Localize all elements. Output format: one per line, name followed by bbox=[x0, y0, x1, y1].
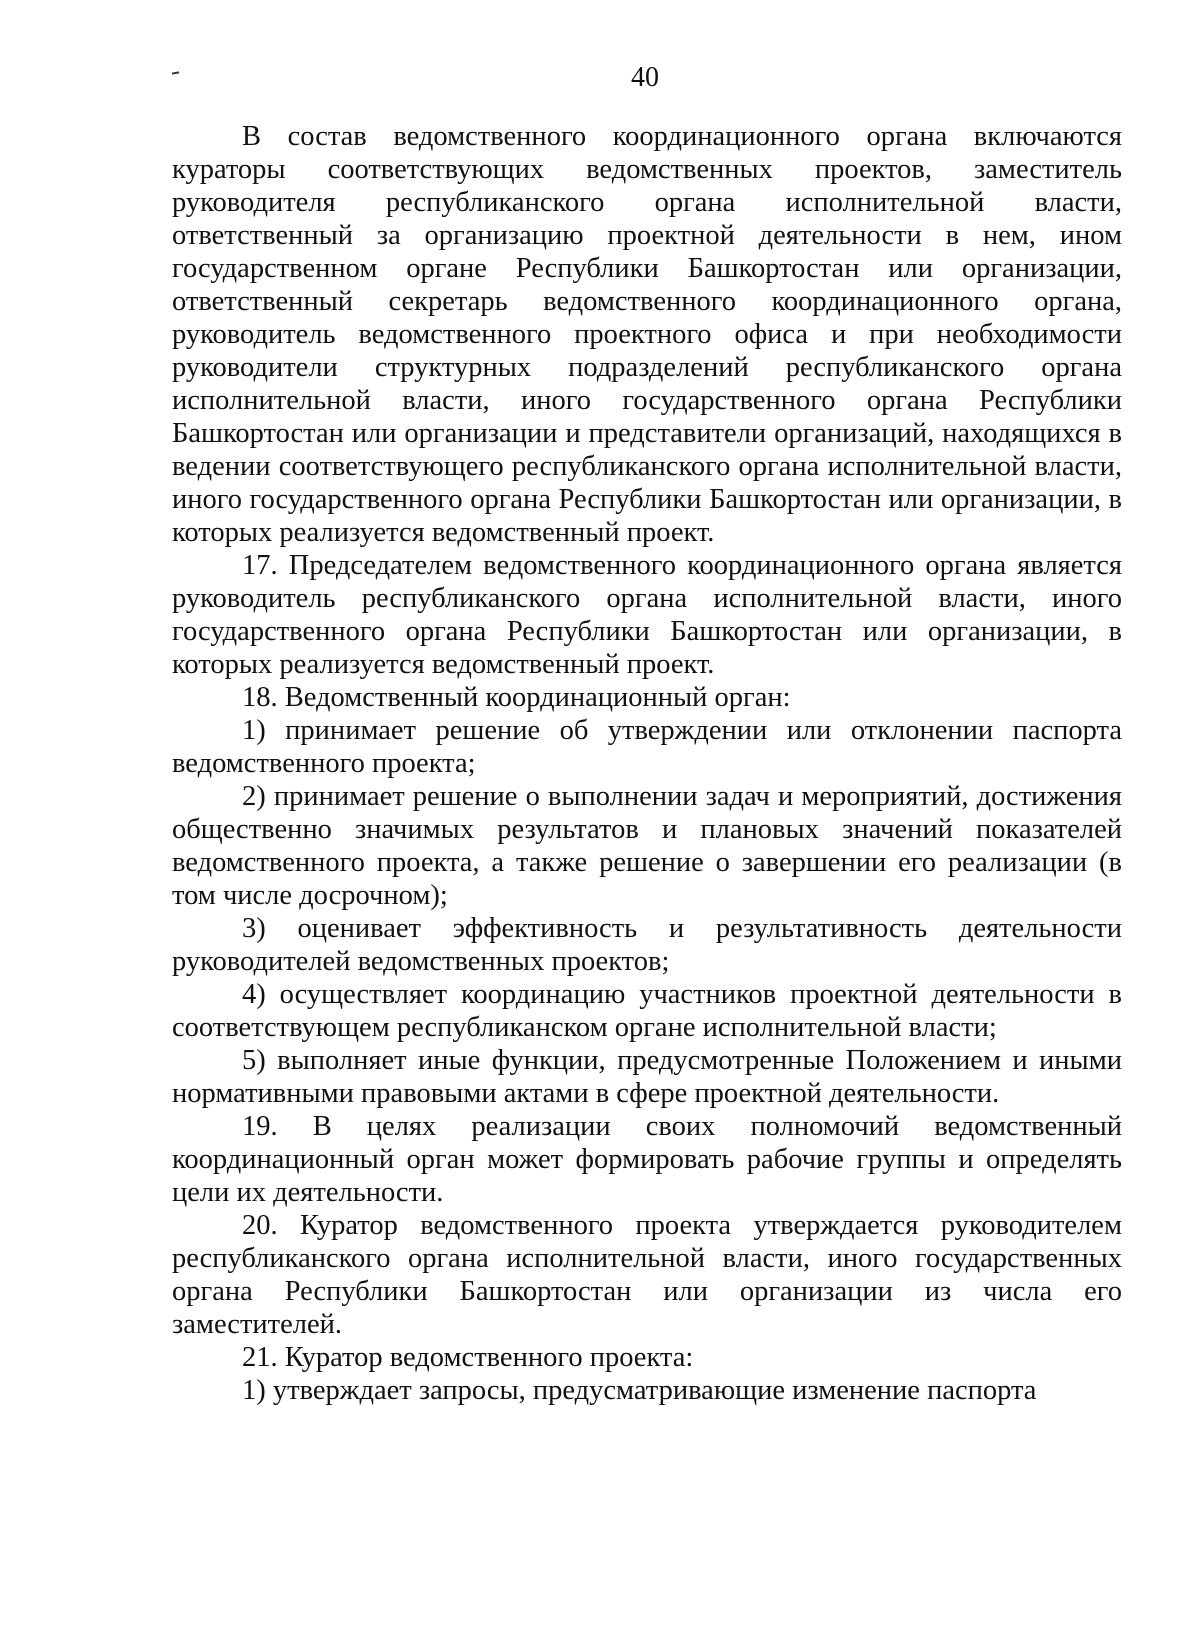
paragraph-20: 20. Куратор ведомственного проекта утверждается руководителем республиканского органа исполнительной власти, иного государственных органа Республики Башкортостан или организации из числа его заместителей. bbox=[172, 1210, 1122, 1340]
paragraph-19: 19. В целях реализации своих полномочий ведомственный координационный орган может формировать рабочие группы и определять цели их деятельности. bbox=[172, 1111, 1122, 1208]
paragraph-21: 21. Куратор ведомственного проекта: bbox=[242, 1342, 694, 1373]
document-body bbox=[172, 120, 1122, 1407]
paragraph-18-item-1: 1) принимает решение об утверждении или отклонении паспорта ведомственного проекта; bbox=[172, 715, 1122, 779]
paragraph-17: 17. Председателем ведомственного координационного органа является руководитель республиканского органа исполнительной власти, иного государственного органа Республики Башкортостан или организации, в которых реализуется ведомственный проект. bbox=[172, 550, 1122, 680]
page-number: 40 bbox=[631, 62, 659, 93]
paragraph-18-item-2: 2) принимает решение о выполнении задач и мероприятий, достижения общественно значимых результатов и плановых значений показателей ведомственного проекта, а также решение о завершении его реализации (в том числе досрочном); bbox=[172, 781, 1122, 911]
paragraph-18: 18. Ведомственный координационный орган: bbox=[242, 682, 791, 713]
paragraph-18-item-3: 3) оценивает эффективность и результативность деятельности руководителей ведомственных проектов; bbox=[172, 913, 1122, 977]
paragraph-18-item-5: 5) выполняет иные функции, предусмотренные Положением и иными нормативными правовыми актами в сфере проектной деятельности. bbox=[172, 1045, 1122, 1109]
paragraph-21-item-1: 1) утверждает запросы, предусматривающие изменение паспорта bbox=[242, 1375, 1037, 1406]
paragraph-composition: В состав ведомственного координационного органа включаются кураторы соответствующих ведомственных проектов, заместитель руководителя республиканского органа исполнительной власти, ответственный за организацию проектной деятельности в нем, ином государственном органе Республики Башкортостан или организации, ответственный секретарь ведомственного координационного органа, руководитель ведомственного проектного офиса и при необходимости руководители структурных подразделений республиканского органа исполнительной власти, иного государственного органа Республики Башкортостан или организации и представители организаций, находящихся в ведении соответствующего республиканского органа исполнительной власти, иного государственного органа Республики Башкортостан или организации, в которых реализуется ведомственный проект. bbox=[172, 121, 1122, 548]
paragraph-18-item-4: 4) осуществляет координацию участников проектной деятельности в соответствующем республиканском органе исполнительной власти; bbox=[172, 979, 1122, 1043]
